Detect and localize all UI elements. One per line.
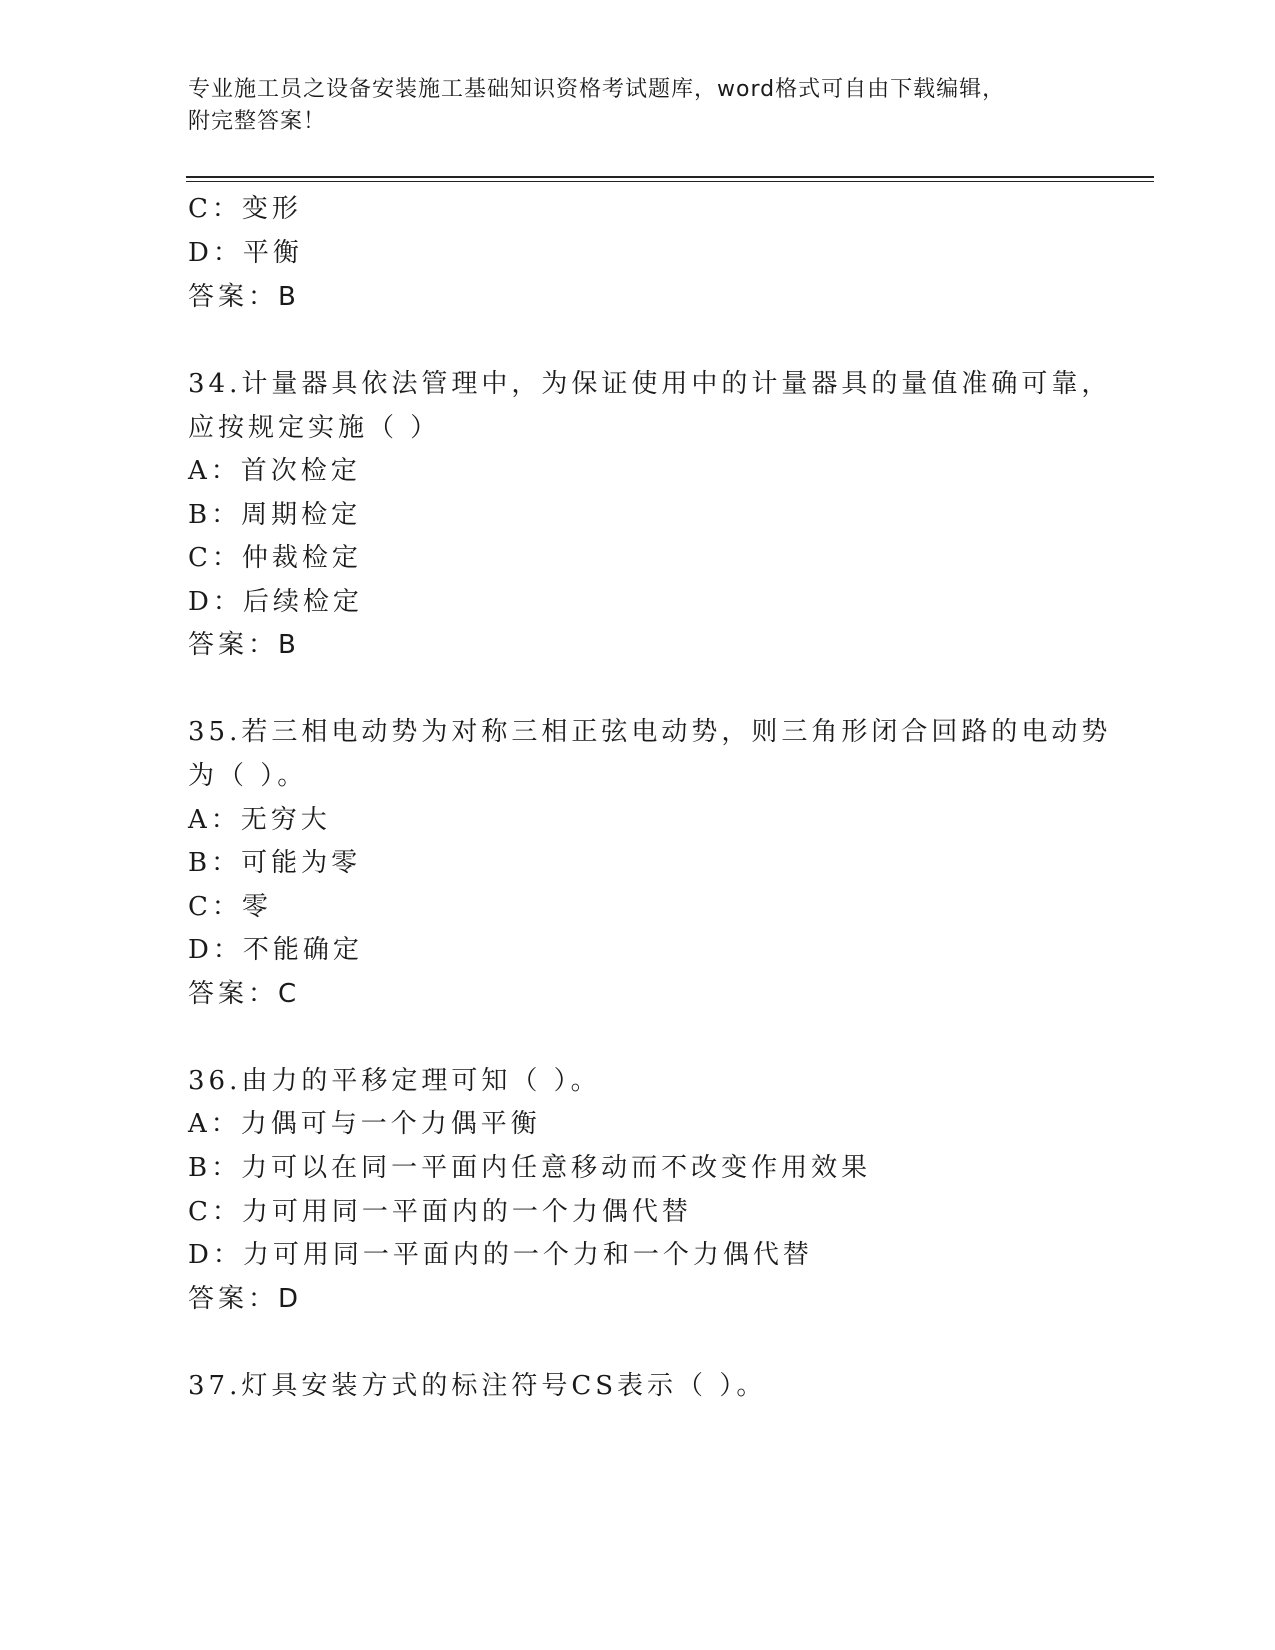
header-line-1: 专业施工员之设备安装施工基础知识资格考试题库，word格式可自由下载编辑， [188,77,1006,102]
answer-label: 答案： [188,979,279,1009]
q35-option-a: A：无穷大 [188,805,331,835]
q33-option-d: D：平衡 [188,238,303,268]
answer-label: 答案： [188,630,279,660]
q36-answer [188,1282,300,1316]
q36-option-c: C：力可用同一平面内的一个力偶代替 [188,1197,692,1227]
q34-option-a: A：首次检定 [188,456,361,486]
answer-value: B [278,630,298,660]
header-divider-thin [186,181,1154,182]
q33-answer [188,280,298,314]
q37-stem-line-1: 37.灯具安装方式的标注符号CS表示（ ）。 [188,1371,767,1401]
q34-option-d: D：后续检定 [188,587,363,617]
q34-stem-line-1: 34.计量器具依法管理中，为保证使用中的计量器具的量值准确可靠， [188,369,1112,399]
q36-option-d: D：力可用同一平面内的一个力和一个力偶代替 [188,1240,813,1270]
q34-stem-line-2: 应按规定实施（ ） [188,413,441,443]
answer-value: B [278,282,298,312]
q33-option-c: C：变形 [188,194,302,224]
q35-option-d: D：不能确定 [188,935,363,965]
answer-value: C [278,979,299,1009]
document-header [188,74,1088,138]
answer-label: 答案： [188,1284,279,1314]
header-divider-thick [186,176,1154,178]
q35-stem-line-1: 35.若三相电动势为对称三相正弦电动势，则三角形闭合回路的电动势 [188,717,1112,747]
q35-stem-line-2: 为（ ）。 [188,761,308,791]
q35-option-b: B：可能为零 [188,848,362,878]
q35-option-c: C：零 [188,892,272,922]
answer-value: D [278,1284,301,1314]
q36-option-b: B：力可以在同一平面内任意移动而不改变作用效果 [188,1153,872,1183]
q34-option-c: C：仲裁检定 [188,543,362,573]
q36-stem-line-1: 36.由力的平移定理可知（ ）。 [188,1066,601,1096]
q35-answer [188,977,298,1011]
answer-label: 答案： [188,282,279,312]
q36-option-a: A：力偶可与一个力偶平衡 [188,1109,541,1139]
q34-answer [188,628,298,662]
header-line-2: 附完整答案！ [188,109,327,134]
q34-option-b: B：周期检定 [188,500,362,530]
